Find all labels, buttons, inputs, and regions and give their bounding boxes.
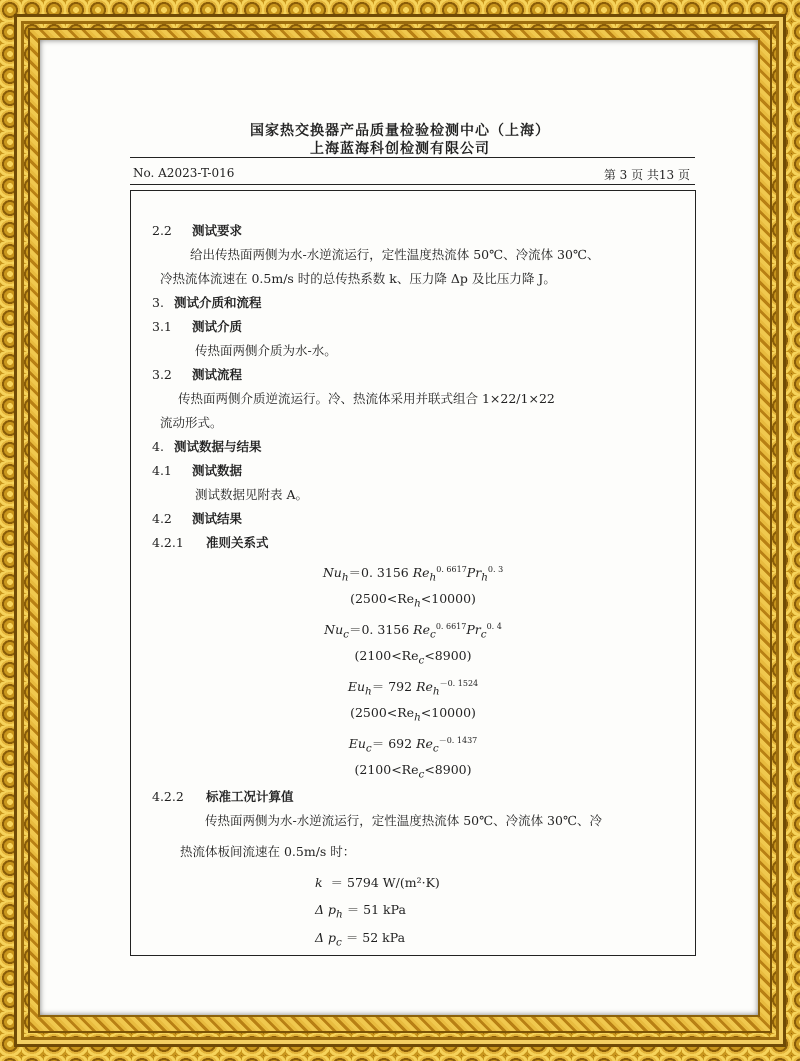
equation-eu-h: $Eu_h= 792$ $Re_h^{-0. 1524}$ bbox=[347, 679, 479, 698]
equation-eu-c: $Eu_c= 692$ $Re_c^{-0. 1437}$ bbox=[348, 736, 478, 755]
section-4-2-1-heading: 4.2.1 准则关系式 bbox=[152, 535, 269, 550]
section-4-2-2-heading: 4.2.2 标准工况计算值 bbox=[152, 789, 294, 804]
section-4-1-para: 测试数据见附表 A。 bbox=[195, 487, 309, 502]
section-3-1-heading: 3.1 测试介质 bbox=[152, 319, 243, 334]
section-2-2-para2: 冷热流体流速在 0.5m/s 时的总传热系数 k、压力降 Δp 及比压力降 J。 bbox=[160, 271, 556, 286]
range-eu-c: $(2100<Re_c<8900)$ bbox=[354, 762, 472, 781]
section-3-heading: 3. 测试介质和流程 bbox=[152, 295, 262, 310]
equation-nu-h: $Nu_h=0$. 3156 $Re_h^{0. 6617}Pr_h^{0. 3}$ bbox=[322, 565, 504, 584]
section-4-2-2-para1: 传热面两侧为水-水逆流运行，定性温度热流体 50℃、冷流体 30℃、冷 bbox=[205, 813, 602, 828]
org-name-line1: 国家热交换器产品质量检验检测中心（上海） bbox=[250, 123, 550, 139]
result-k: k ＝ 5794 W/(m²·K) bbox=[315, 875, 440, 890]
range-nu-c: $(2100<Re_c<8900)$ bbox=[354, 648, 472, 667]
header-rule bbox=[130, 157, 695, 158]
section-3-2-para2: 流动形式。 bbox=[160, 415, 223, 430]
page-indicator: 第 3 页 共13 页 bbox=[603, 168, 690, 182]
org-name-line2: 上海蓝海科创检测有限公司 bbox=[310, 141, 490, 157]
header-rule-lower bbox=[130, 184, 695, 185]
section-4-2-heading: 4.2 测试结果 bbox=[152, 511, 243, 526]
section-3-2-heading: 3.2 测试流程 bbox=[152, 367, 243, 382]
report-number: No. A2023-T-016 bbox=[133, 166, 235, 180]
section-4-2-2-para2: 热流体板间流速在 0.5m/s 时： bbox=[180, 844, 356, 859]
equation-nu-c: $Nu_c=0$. 3156 $Re_c^{0. 6617}Pr_c^{0. 4}$ bbox=[324, 622, 502, 641]
result-delta-p-h: Δ $p_h = 51$ kPa bbox=[315, 902, 406, 921]
section-3-1-para: 传热面两侧介质为水-水。 bbox=[195, 343, 337, 358]
range-nu-h: $(2500<Re_h<10000)$ bbox=[350, 591, 476, 610]
range-eu-h: $(2500<Re_h<10000)$ bbox=[350, 705, 476, 724]
section-4-1-heading: 4.1 测试数据 bbox=[152, 463, 243, 478]
section-4-heading: 4. 测试数据与结果 bbox=[152, 439, 262, 454]
result-delta-p-c: Δ $p_c = 52$ kPa bbox=[315, 930, 406, 949]
section-3-2-para1: 传热面两侧介质逆流运行。冷、热流体采用并联式组合 1×22/1×22 bbox=[178, 391, 555, 406]
section-2-2-heading: 2.2 测试要求 bbox=[152, 223, 243, 238]
section-2-2-para1: 给出传热面两侧为水-水逆流运行，定性温度热流体 50℃、冷流体 30℃、 bbox=[190, 247, 600, 262]
